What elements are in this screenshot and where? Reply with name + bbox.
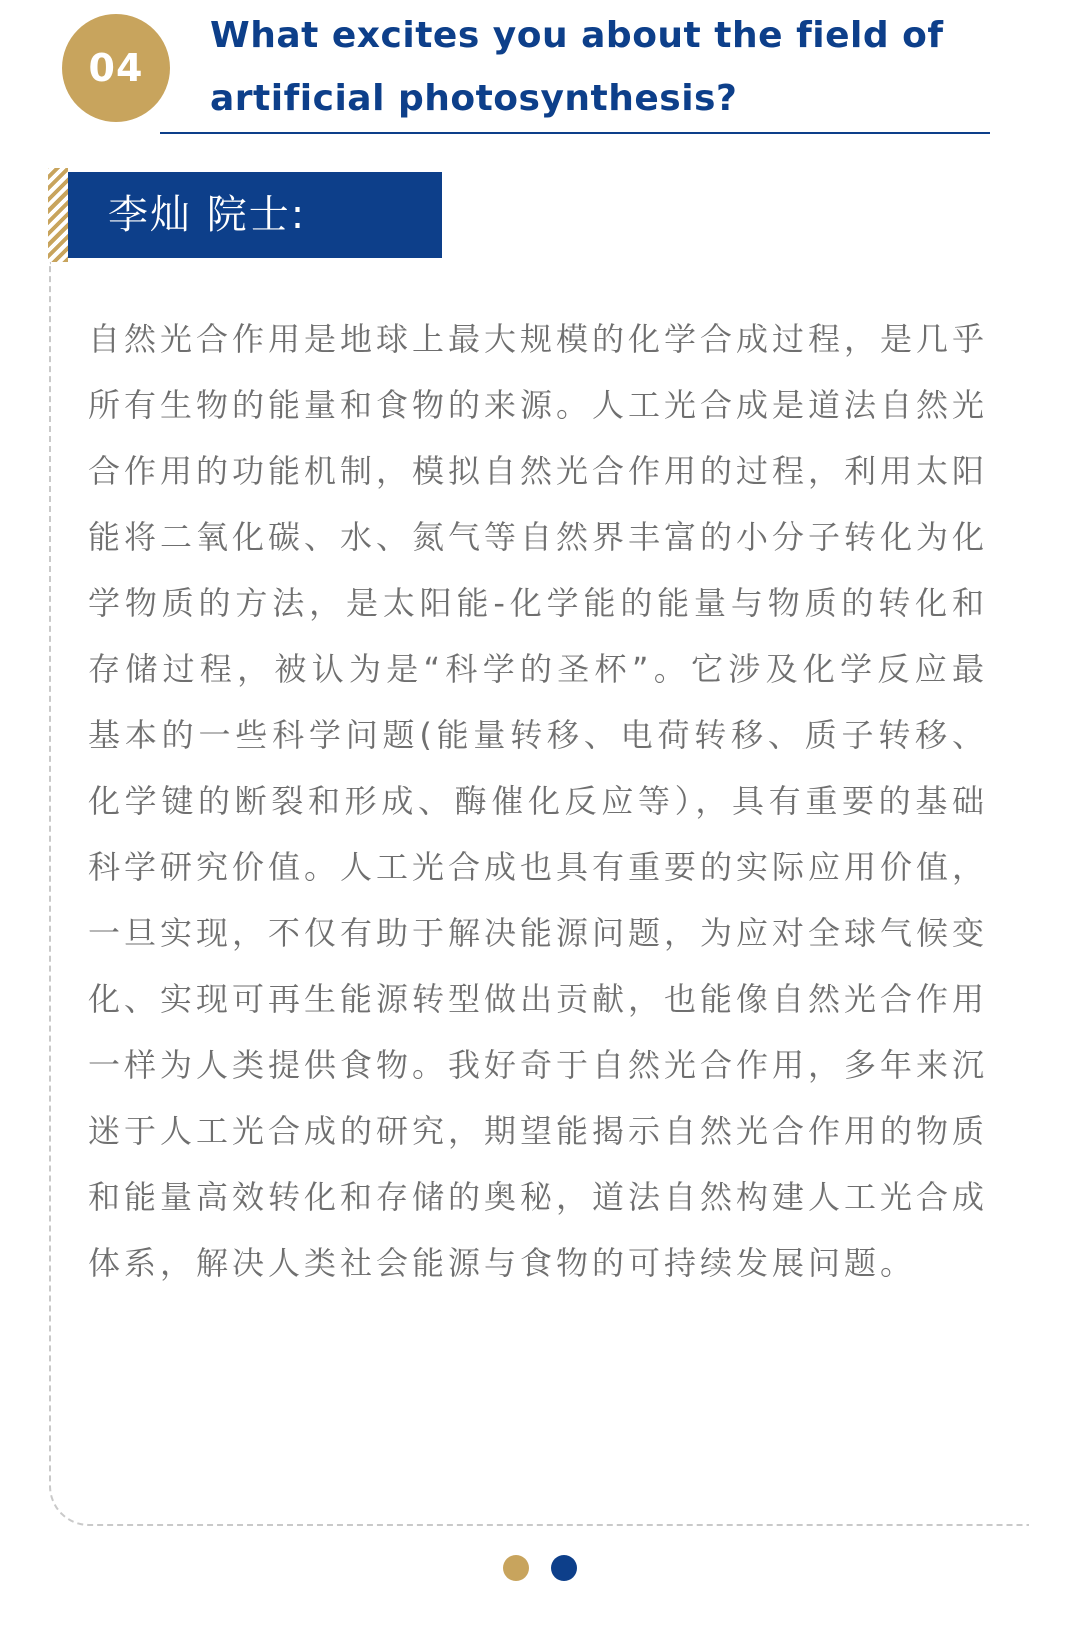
question-number-badge (62, 14, 170, 122)
question-divider (160, 132, 990, 134)
question-line-1: What excites you about the field of (210, 15, 944, 56)
pagination-dot-gold (503, 1555, 529, 1581)
pagination-dots (0, 1555, 1080, 1581)
question-line-2: artificial photosynthesis? (210, 78, 738, 119)
decorative-stripe (48, 168, 68, 262)
question-title (210, 4, 990, 130)
question-number: 04 (88, 46, 144, 90)
speaker-name: 李灿 院士: (108, 192, 307, 238)
answer-text: 自然光合作用是地球上最大规模的化学合成过程，是几乎所有生物的能量和食物的来源。人工光合成是道法自然光合作用的功能机制，模拟自然光合作用的过程，利用太阳能将二氧化碳、水、氮气等自然界丰富的小分子转化为化学物质的方法，是太阳能-化学能的能量与物质的转化和存储过程，被认为是“科学的圣杯”。它涉及化学反应最基本的一些科学问题(能量转移、电荷转移、质子转移、化学键的断裂和形成、酶催化反应等），具有重要的基础科学研究价值。人工光合成也具有重要的实际应用价值，一旦实现，不仅有助于解决能源问题，为应对全球气候变化、实现可再生能源转型做出贡献，也能像自然光合作用一样为人类提供食物。我好奇于自然光合作用，多年来沉迷于人工光合成的研究，期望能揭示自然光合作用的物质和能量高效转化和存储的奥秘，道法自然构建人工光合成体系，解决人类社会能源与食物的可持续发展问题。 (88, 320, 989, 1282)
speaker-label (68, 172, 442, 258)
pagination-dot-navy (551, 1555, 577, 1581)
